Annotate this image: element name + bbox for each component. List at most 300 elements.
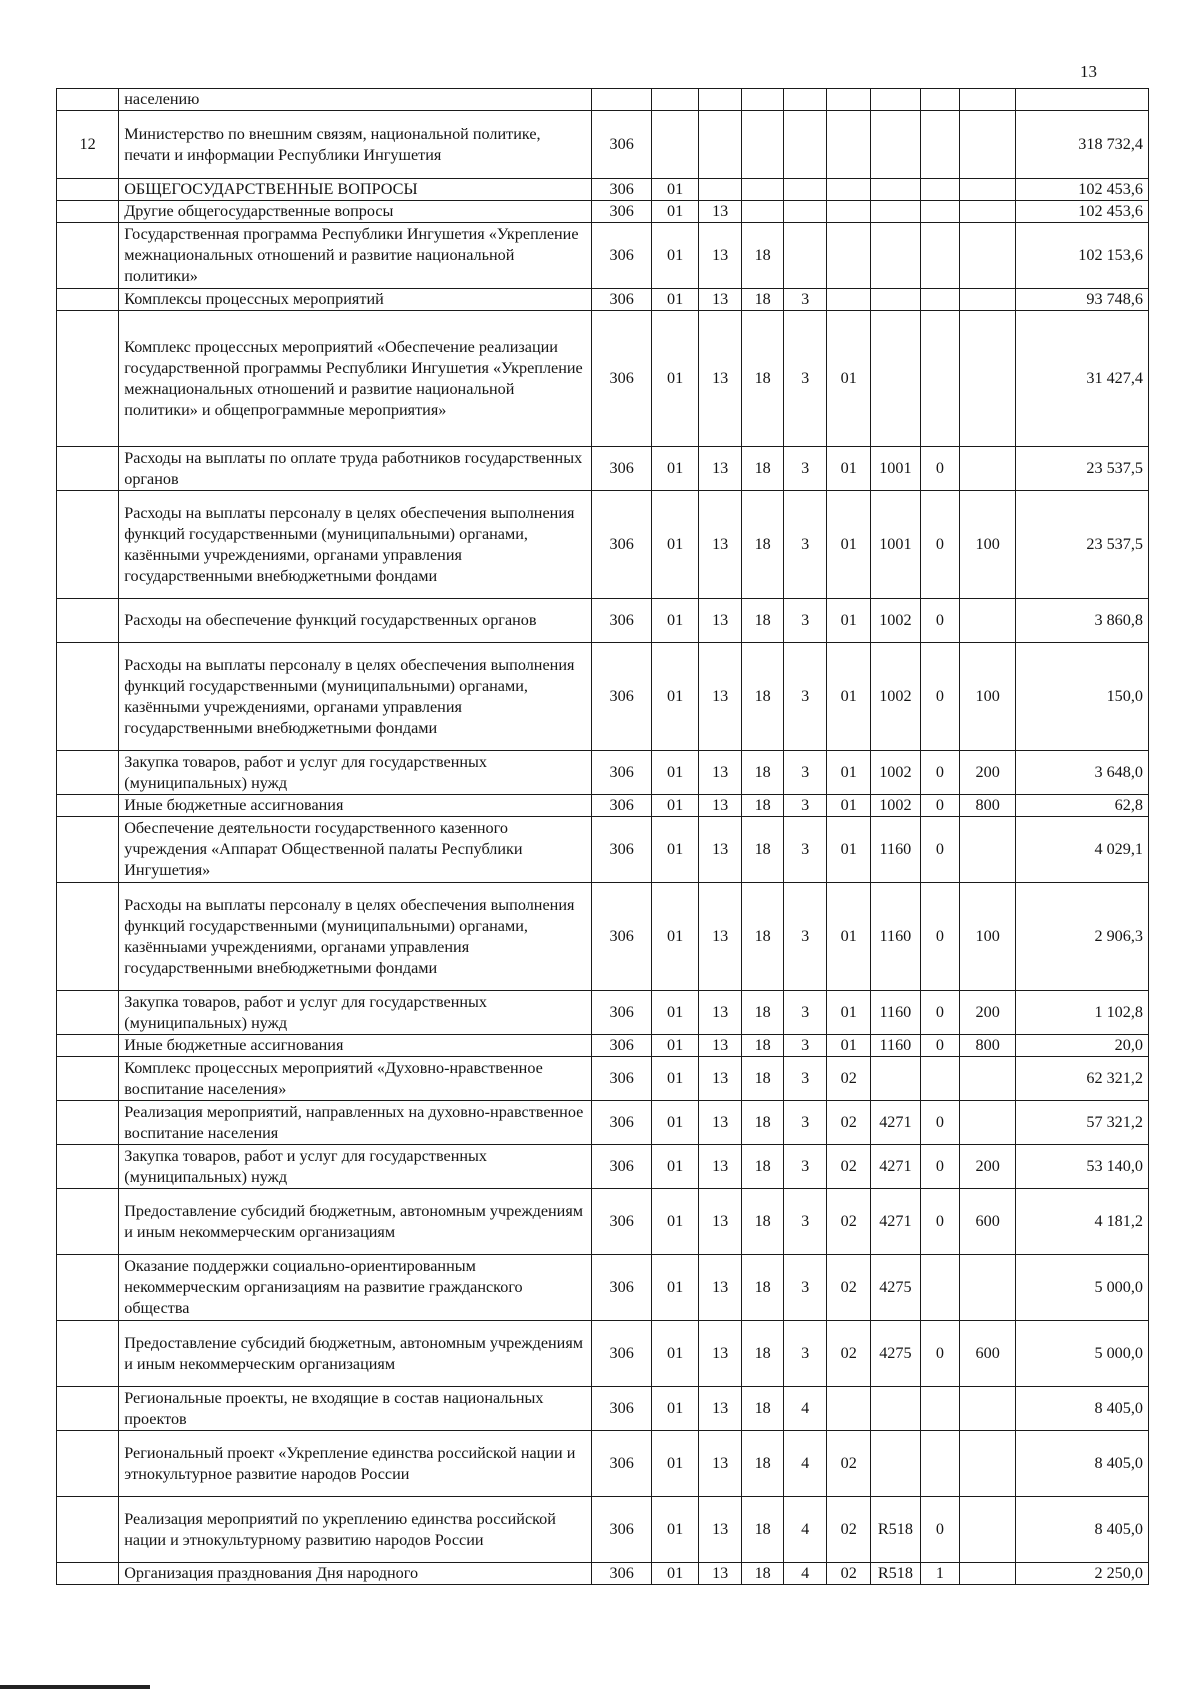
- code-ministry: 306: [592, 1189, 652, 1255]
- code-subprogram: 3: [783, 447, 827, 491]
- row-name: Закупка товаров, работ и услуг для государственных (муниципальных) нужд: [119, 751, 592, 795]
- row-amount: 62,8: [1016, 795, 1149, 817]
- code-detail: [920, 89, 959, 111]
- code-direction: [871, 1057, 921, 1101]
- code-subsection: 13: [698, 1255, 742, 1321]
- row-amount: 3 860,8: [1016, 599, 1149, 643]
- code-expense-type: 800: [960, 795, 1016, 817]
- row-name: Предоставление субсидий бюджетным, автономным учреждениям и иным некоммерческим организациям: [119, 1189, 592, 1255]
- code-subsection: 13: [698, 883, 742, 991]
- row-name: Закупка товаров, работ и услуг для государственных (муниципальных) нужд: [119, 1145, 592, 1189]
- code-detail: 0: [920, 751, 959, 795]
- code-ministry: 306: [592, 491, 652, 599]
- code-direction: 1002: [871, 599, 921, 643]
- row-amount: 102 453,6: [1016, 201, 1149, 223]
- code-subprogram: 3: [783, 491, 827, 599]
- code-subprogram: [783, 223, 827, 289]
- code-subsection: 13: [698, 991, 742, 1035]
- code-detail: 0: [920, 599, 959, 643]
- table-row: [57, 1563, 1149, 1585]
- row-number: [57, 817, 119, 883]
- code-expense-type: [960, 1497, 1016, 1563]
- code-ministry: 306: [592, 795, 652, 817]
- row-amount: 62 321,2: [1016, 1057, 1149, 1101]
- code-subsection: 13: [698, 751, 742, 795]
- code-section: 01: [652, 1101, 699, 1145]
- row-name: Комплекс процессных мероприятий «Духовно-нравственное воспитание населения»: [119, 1057, 592, 1101]
- budget-table: [56, 88, 1149, 1585]
- code-subsection: 13: [698, 289, 742, 311]
- code-measure: 02: [827, 1255, 871, 1321]
- row-number: [57, 1035, 119, 1057]
- row-name: Организация празднования Дня народного: [119, 1563, 592, 1585]
- code-expense-type: [960, 179, 1016, 201]
- code-direction: 4275: [871, 1255, 921, 1321]
- code-measure: 01: [827, 311, 871, 447]
- table-row: [57, 289, 1149, 311]
- code-expense-type: 100: [960, 883, 1016, 991]
- code-subprogram: [783, 201, 827, 223]
- code-subprogram: [783, 89, 827, 111]
- code-subsection: 13: [698, 491, 742, 599]
- code-subsection: [698, 89, 742, 111]
- row-amount: 4 029,1: [1016, 817, 1149, 883]
- code-detail: [920, 179, 959, 201]
- code-direction: 1160: [871, 991, 921, 1035]
- code-direction: R518: [871, 1563, 921, 1585]
- code-detail: 0: [920, 1497, 959, 1563]
- code-direction: R518: [871, 1497, 921, 1563]
- code-program: 18: [742, 289, 783, 311]
- code-expense-type: [960, 289, 1016, 311]
- code-subsection: 13: [698, 201, 742, 223]
- code-expense-type: 600: [960, 1189, 1016, 1255]
- row-number: [57, 1387, 119, 1431]
- code-ministry: 306: [592, 1101, 652, 1145]
- code-program: 18: [742, 1321, 783, 1387]
- code-direction: 4275: [871, 1321, 921, 1387]
- table-row: [57, 1035, 1149, 1057]
- row-number: [57, 643, 119, 751]
- code-measure: 01: [827, 599, 871, 643]
- code-expense-type: 100: [960, 491, 1016, 599]
- code-section: 01: [652, 643, 699, 751]
- code-detail: 0: [920, 991, 959, 1035]
- row-number: [57, 311, 119, 447]
- code-program: 18: [742, 1145, 783, 1189]
- row-name: Другие общегосударственные вопросы: [119, 201, 592, 223]
- code-direction: 1160: [871, 817, 921, 883]
- row-amount: 4 181,2: [1016, 1189, 1149, 1255]
- code-expense-type: [960, 311, 1016, 447]
- code-section: 01: [652, 795, 699, 817]
- code-direction: [871, 1387, 921, 1431]
- row-amount: 23 537,5: [1016, 491, 1149, 599]
- code-measure: 01: [827, 991, 871, 1035]
- code-subprogram: 3: [783, 289, 827, 311]
- code-ministry: 306: [592, 883, 652, 991]
- code-expense-type: [960, 1101, 1016, 1145]
- row-amount: 20,0: [1016, 1035, 1149, 1057]
- code-subsection: 13: [698, 1497, 742, 1563]
- row-number: [57, 1101, 119, 1145]
- code-direction: 1001: [871, 491, 921, 599]
- code-subsection: 13: [698, 223, 742, 289]
- row-number: [57, 447, 119, 491]
- table-row: [57, 201, 1149, 223]
- table-row: [57, 883, 1149, 991]
- code-detail: [920, 111, 959, 179]
- code-subprogram: 3: [783, 991, 827, 1035]
- code-detail: 0: [920, 1189, 959, 1255]
- code-program: 18: [742, 1387, 783, 1431]
- code-program: 18: [742, 1189, 783, 1255]
- code-direction: [871, 89, 921, 111]
- code-section: 01: [652, 751, 699, 795]
- code-detail: [920, 1431, 959, 1497]
- code-ministry: 306: [592, 311, 652, 447]
- code-ministry: 306: [592, 1387, 652, 1431]
- code-detail: [920, 1057, 959, 1101]
- code-detail: 0: [920, 1035, 959, 1057]
- row-amount: 3 648,0: [1016, 751, 1149, 795]
- code-detail: 0: [920, 447, 959, 491]
- row-name: Региональные проекты, не входящие в состав национальных проектов: [119, 1387, 592, 1431]
- code-subsection: 13: [698, 447, 742, 491]
- code-expense-type: [960, 201, 1016, 223]
- code-ministry: 306: [592, 1431, 652, 1497]
- code-ministry: 306: [592, 643, 652, 751]
- row-amount: 53 140,0: [1016, 1145, 1149, 1189]
- code-subsection: 13: [698, 1387, 742, 1431]
- code-ministry: 306: [592, 817, 652, 883]
- code-measure: 01: [827, 1035, 871, 1057]
- table-row: [57, 179, 1149, 201]
- code-section: 01: [652, 817, 699, 883]
- code-detail: 0: [920, 817, 959, 883]
- code-measure: 01: [827, 643, 871, 751]
- code-program: 18: [742, 643, 783, 751]
- code-program: 18: [742, 817, 783, 883]
- code-program: 18: [742, 491, 783, 599]
- code-measure: [827, 179, 871, 201]
- code-subprogram: 3: [783, 1145, 827, 1189]
- row-amount: 8 405,0: [1016, 1497, 1149, 1563]
- code-direction: 1002: [871, 643, 921, 751]
- code-expense-type: 600: [960, 1321, 1016, 1387]
- code-detail: 0: [920, 1101, 959, 1145]
- row-name: Региональный проект «Укрепление единства российской нации и этнокультурное развитие народов России: [119, 1431, 592, 1497]
- code-program: 18: [742, 751, 783, 795]
- code-subprogram: 3: [783, 1057, 827, 1101]
- code-section: 01: [652, 1189, 699, 1255]
- code-expense-type: [960, 89, 1016, 111]
- code-expense-type: [960, 599, 1016, 643]
- code-expense-type: [960, 1255, 1016, 1321]
- code-direction: [871, 289, 921, 311]
- row-name: Расходы на выплаты персоналу в целях обеспечения выполнения функций государственными (муниципальными) органами, казённыами учреждениями, органами управления государственными внебюджетными фондами: [119, 883, 592, 991]
- code-measure: [827, 289, 871, 311]
- table-row: [57, 1321, 1149, 1387]
- code-program: [742, 201, 783, 223]
- code-ministry: 306: [592, 223, 652, 289]
- code-measure: 02: [827, 1145, 871, 1189]
- code-section: 01: [652, 447, 699, 491]
- code-ministry: 306: [592, 1321, 652, 1387]
- code-detail: 0: [920, 491, 959, 599]
- code-subprogram: 4: [783, 1387, 827, 1431]
- row-name: Иные бюджетные ассигнования: [119, 795, 592, 817]
- code-detail: 0: [920, 795, 959, 817]
- code-subprogram: 3: [783, 751, 827, 795]
- code-ministry: 306: [592, 1563, 652, 1585]
- code-direction: 1160: [871, 883, 921, 991]
- code-section: 01: [652, 1035, 699, 1057]
- code-subsection: 13: [698, 795, 742, 817]
- row-name: Расходы на выплаты персоналу в целях обеспечения выполнения функций государственными (муниципальными) органами, казёнными учреждениями, органами управления государственными внебюджетными фондами: [119, 643, 592, 751]
- code-program: [742, 179, 783, 201]
- row-number: [57, 1563, 119, 1585]
- code-subsection: 13: [698, 1057, 742, 1101]
- row-number: [57, 223, 119, 289]
- code-subprogram: 3: [783, 1189, 827, 1255]
- code-direction: [871, 1431, 921, 1497]
- code-section: [652, 89, 699, 111]
- row-amount: 102 153,6: [1016, 223, 1149, 289]
- code-detail: [920, 311, 959, 447]
- code-direction: 1002: [871, 795, 921, 817]
- row-name: населению: [119, 89, 592, 111]
- code-program: 18: [742, 223, 783, 289]
- code-measure: [827, 201, 871, 223]
- row-name: Расходы на выплаты по оплате труда работников государственных органов: [119, 447, 592, 491]
- table-row: [57, 599, 1149, 643]
- code-ministry: 306: [592, 1145, 652, 1189]
- code-program: 18: [742, 795, 783, 817]
- code-measure: [827, 111, 871, 179]
- code-measure: 01: [827, 817, 871, 883]
- code-program: 18: [742, 1563, 783, 1585]
- row-number: [57, 795, 119, 817]
- table-row: [57, 1431, 1149, 1497]
- code-section: 01: [652, 491, 699, 599]
- code-ministry: 306: [592, 289, 652, 311]
- code-program: 18: [742, 991, 783, 1035]
- code-detail: [920, 223, 959, 289]
- code-subprogram: 3: [783, 1101, 827, 1145]
- code-measure: 02: [827, 1101, 871, 1145]
- code-subsection: [698, 111, 742, 179]
- code-measure: 01: [827, 795, 871, 817]
- code-subsection: 13: [698, 817, 742, 883]
- scan-edge-mark: [0, 1685, 150, 1689]
- table-row: [57, 89, 1149, 111]
- code-measure: 01: [827, 447, 871, 491]
- code-direction: 4271: [871, 1101, 921, 1145]
- code-program: 18: [742, 1035, 783, 1057]
- code-ministry: 306: [592, 179, 652, 201]
- code-section: 01: [652, 1497, 699, 1563]
- code-measure: [827, 89, 871, 111]
- code-subprogram: 3: [783, 883, 827, 991]
- code-subsection: 13: [698, 1563, 742, 1585]
- row-number: 12: [57, 111, 119, 179]
- code-expense-type: [960, 817, 1016, 883]
- row-name: Комплекс процессных мероприятий «Обеспечение реализации государственной программы Республики Ингушетия «Укрепление межнациональных отношений и развитие национальной политики» и общепрограммные мероприятия»: [119, 311, 592, 447]
- row-name: Оказание поддержки социально-ориентированным некоммерческим организациям на развитие гражданского общества: [119, 1255, 592, 1321]
- row-number: [57, 1145, 119, 1189]
- code-detail: [920, 1387, 959, 1431]
- code-ministry: 306: [592, 447, 652, 491]
- row-amount: 5 000,0: [1016, 1255, 1149, 1321]
- code-section: 01: [652, 883, 699, 991]
- code-direction: [871, 201, 921, 223]
- code-section: 01: [652, 1431, 699, 1497]
- code-section: 01: [652, 289, 699, 311]
- row-amount: 2 250,0: [1016, 1563, 1149, 1585]
- table-row: [57, 223, 1149, 289]
- row-amount: 31 427,4: [1016, 311, 1149, 447]
- code-subprogram: [783, 179, 827, 201]
- code-expense-type: [960, 1563, 1016, 1585]
- code-expense-type: [960, 447, 1016, 491]
- table-row: [57, 1387, 1149, 1431]
- code-program: [742, 111, 783, 179]
- code-direction: 1002: [871, 751, 921, 795]
- code-section: 01: [652, 1145, 699, 1189]
- row-amount: 8 405,0: [1016, 1431, 1149, 1497]
- row-name: Расходы на обеспечение функций государственных органов: [119, 599, 592, 643]
- code-program: 18: [742, 311, 783, 447]
- row-amount: 8 405,0: [1016, 1387, 1149, 1431]
- code-detail: 0: [920, 643, 959, 751]
- code-detail: [920, 1255, 959, 1321]
- code-direction: 1160: [871, 1035, 921, 1057]
- code-measure: 02: [827, 1321, 871, 1387]
- code-subsection: [698, 179, 742, 201]
- table-row: [57, 447, 1149, 491]
- row-name: Обеспечение деятельности государственного казенного учреждения «Аппарат Общественной палаты Республики Ингушетия»: [119, 817, 592, 883]
- row-number: [57, 1497, 119, 1563]
- row-number: [57, 1431, 119, 1497]
- code-section: 01: [652, 1387, 699, 1431]
- code-expense-type: 800: [960, 1035, 1016, 1057]
- code-program: 18: [742, 883, 783, 991]
- code-program: [742, 89, 783, 111]
- code-subsection: 13: [698, 1101, 742, 1145]
- code-subsection: 13: [698, 643, 742, 751]
- table-row: [57, 795, 1149, 817]
- code-section: 01: [652, 223, 699, 289]
- code-ministry: 306: [592, 201, 652, 223]
- code-expense-type: 100: [960, 643, 1016, 751]
- code-subprogram: 4: [783, 1563, 827, 1585]
- code-ministry: 306: [592, 1497, 652, 1563]
- row-number: [57, 289, 119, 311]
- table-row: [57, 491, 1149, 599]
- table-body: [57, 89, 1149, 1585]
- code-section: 01: [652, 201, 699, 223]
- row-amount: 2 906,3: [1016, 883, 1149, 991]
- code-expense-type: 200: [960, 751, 1016, 795]
- row-amount: 57 321,2: [1016, 1101, 1149, 1145]
- code-subprogram: 3: [783, 1255, 827, 1321]
- table-row: [57, 991, 1149, 1035]
- code-section: 01: [652, 1255, 699, 1321]
- table-row: [57, 311, 1149, 447]
- code-measure: 01: [827, 491, 871, 599]
- row-number: [57, 1321, 119, 1387]
- code-direction: [871, 311, 921, 447]
- code-detail: 1: [920, 1563, 959, 1585]
- table-row: [57, 1255, 1149, 1321]
- code-ministry: 306: [592, 111, 652, 179]
- code-subsection: 13: [698, 1189, 742, 1255]
- code-measure: [827, 1387, 871, 1431]
- code-subsection: 13: [698, 1431, 742, 1497]
- code-subprogram: 3: [783, 599, 827, 643]
- row-name: Предоставление субсидий бюджетным, автономным учреждениям и иным некоммерческим организациям: [119, 1321, 592, 1387]
- code-measure: 02: [827, 1497, 871, 1563]
- row-name: ОБЩЕГОСУДАРСТВЕННЫЕ ВОПРОСЫ: [119, 179, 592, 201]
- row-number: [57, 1057, 119, 1101]
- row-number: [57, 179, 119, 201]
- code-subprogram: 3: [783, 1035, 827, 1057]
- row-number: [57, 883, 119, 991]
- code-section: 01: [652, 1057, 699, 1101]
- code-program: 18: [742, 1255, 783, 1321]
- code-program: 18: [742, 599, 783, 643]
- table-row: [57, 1497, 1149, 1563]
- code-ministry: 306: [592, 1255, 652, 1321]
- code-expense-type: [960, 1057, 1016, 1101]
- row-name: Иные бюджетные ассигнования: [119, 1035, 592, 1057]
- row-name: Расходы на выплаты персоналу в целях обеспечения выполнения функций государственными (муниципальными) органами, казёнными учреждениями, органами управления государственными внебюджетными фондами: [119, 491, 592, 599]
- code-section: 01: [652, 1321, 699, 1387]
- code-program: 18: [742, 1431, 783, 1497]
- table-row: [57, 751, 1149, 795]
- row-name: Комплексы процессных мероприятий: [119, 289, 592, 311]
- row-amount: 102 453,6: [1016, 179, 1149, 201]
- code-direction: 1001: [871, 447, 921, 491]
- code-detail: 0: [920, 1145, 959, 1189]
- code-measure: 02: [827, 1563, 871, 1585]
- code-section: 01: [652, 179, 699, 201]
- code-detail: [920, 201, 959, 223]
- code-measure: 02: [827, 1189, 871, 1255]
- code-detail: 0: [920, 1321, 959, 1387]
- row-amount: [1016, 89, 1149, 111]
- code-detail: [920, 289, 959, 311]
- code-ministry: 306: [592, 991, 652, 1035]
- code-subsection: 13: [698, 1145, 742, 1189]
- code-expense-type: 200: [960, 1145, 1016, 1189]
- code-section: 01: [652, 599, 699, 643]
- table-row: [57, 817, 1149, 883]
- code-expense-type: [960, 111, 1016, 179]
- code-ministry: 306: [592, 1057, 652, 1101]
- table-row: [57, 1057, 1149, 1101]
- code-subsection: 13: [698, 599, 742, 643]
- row-amount: 318 732,4: [1016, 111, 1149, 179]
- code-expense-type: [960, 1387, 1016, 1431]
- code-subsection: 13: [698, 1035, 742, 1057]
- row-amount: 5 000,0: [1016, 1321, 1149, 1387]
- code-direction: 4271: [871, 1145, 921, 1189]
- row-amount: 23 537,5: [1016, 447, 1149, 491]
- row-name: Государственная программа Республики Ингушетия «Укрепление межнациональных отношений и развитие национальной политики»: [119, 223, 592, 289]
- row-amount: 93 748,6: [1016, 289, 1149, 311]
